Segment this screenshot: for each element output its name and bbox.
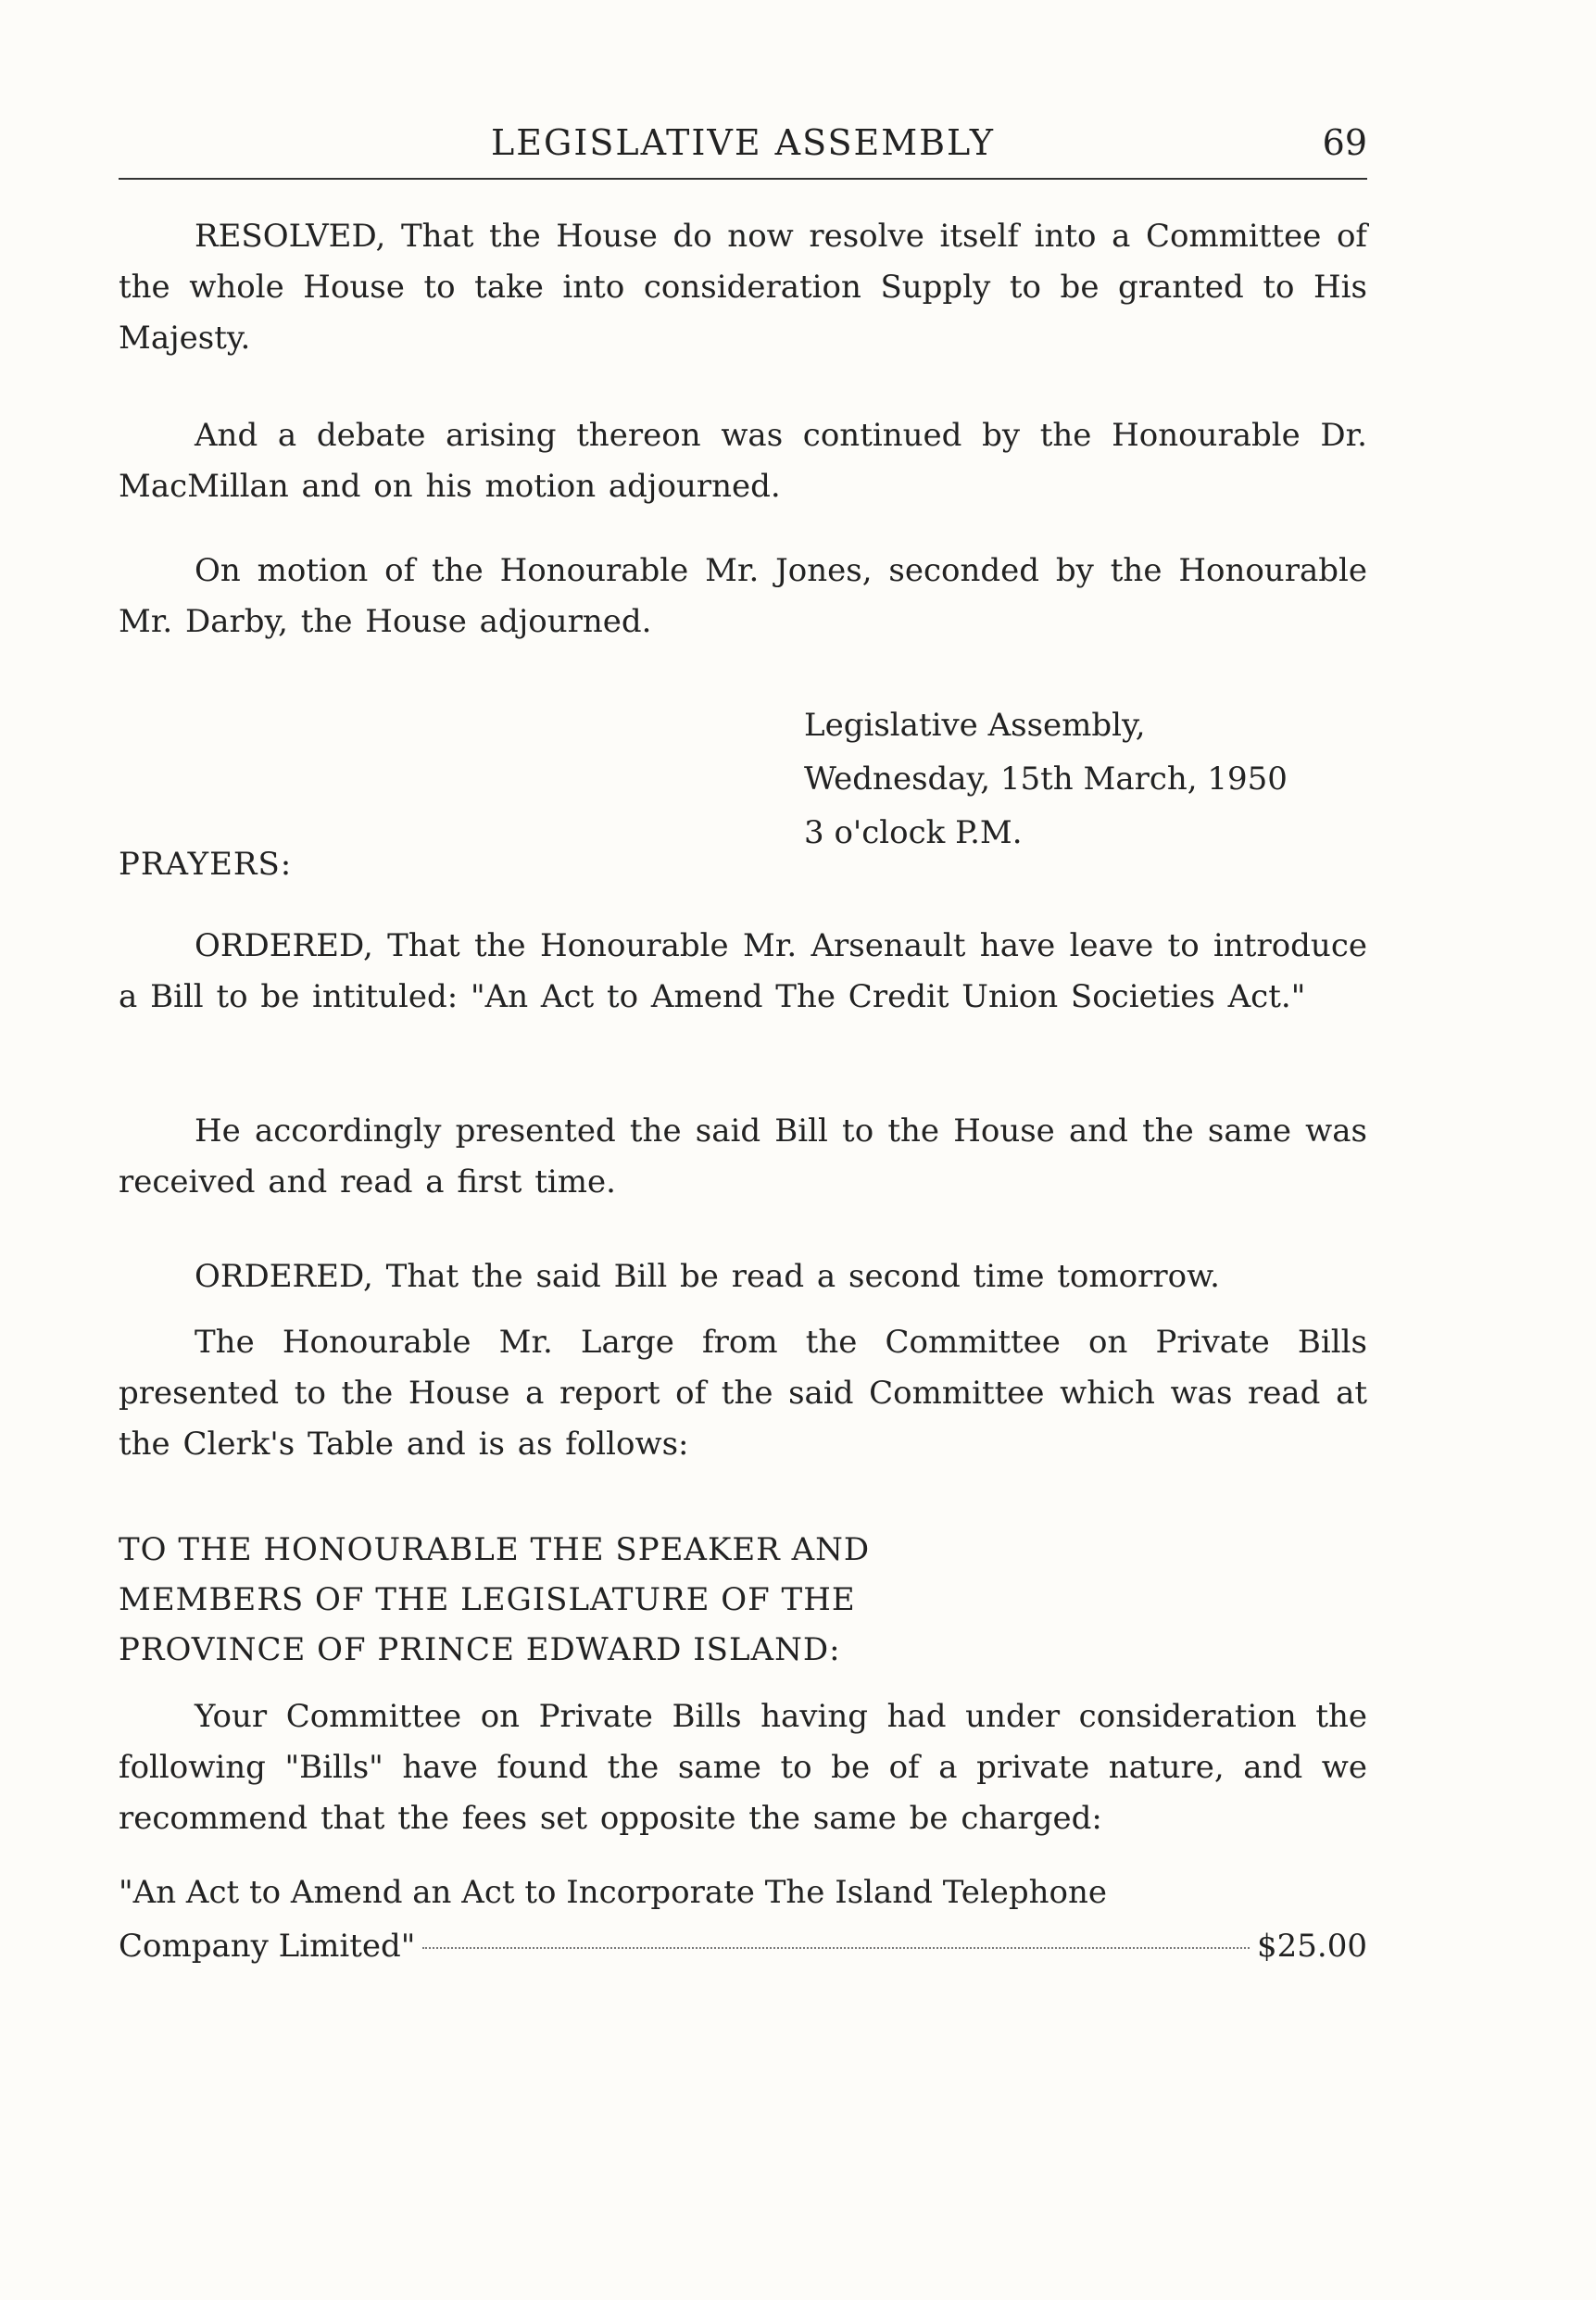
first-reading-paragraph: He accordingly presented the said Bill to the House and the same was received and read a first time.	[119, 1112, 1367, 1200]
page-header	[119, 122, 1367, 187]
running-title: LEGISLATIVE ASSEMBLY	[491, 122, 995, 163]
ordered-leave-paragraph: ORDERED, That the Honourable Mr. Arsenault have leave to introduce a Bill to be intituled: "An Act to Amend The Credit Union Societies Act."	[119, 927, 1367, 1015]
second-reading-paragraph: ORDERED, That the said Bill be read a second time tomorrow.	[195, 1258, 1220, 1295]
bill-title-line-1: "An Act to Amend an Act to Incorporate The Island Telephone	[119, 1874, 1108, 1911]
session-line-3: 3 o'clock P.M.	[804, 814, 1023, 851]
address-line-2: MEMBERS OF THE LEGISLATURE OF THE	[119, 1581, 856, 1618]
dot-leader	[422, 1947, 1250, 1949]
adjournment-paragraph: On motion of the Honourable Mr. Jones, seconded by the Honourable Mr. Darby, the House adjourned.	[119, 552, 1367, 640]
page-number: 69	[1322, 122, 1367, 163]
resolution-paragraph: RESOLVED, That the House do now resolve itself into a Committee of the whole House to take into consideration Supply to be granted to His Majesty.	[119, 218, 1367, 357]
committee-report-text: Your Committee on Private Bills having had under consideration the following "Bills" have found the same to be of a private nature, and we recommend that the fees set opposite the same be charged:	[119, 1698, 1367, 1837]
session-line-1: Legislative Assembly,	[804, 707, 1146, 744]
committee-report-paragraph: The Honourable Mr. Large from the Committee on Private Bills presented to the House a report of the said Committee which was read at the Clerk's Table and is as follows:	[119, 1324, 1367, 1463]
bill-fee-entry	[119, 1866, 1367, 1973]
bill-fee-line	[119, 1919, 1367, 1973]
session-line-2: Wednesday, 15th March, 1950	[804, 760, 1288, 798]
address-line-1: TO THE HONOURABLE THE SPEAKER AND	[119, 1531, 871, 1568]
debate-paragraph: And a debate arising thereon was continued by the Honourable Dr. MacMillan and on his motion adjourned.	[119, 417, 1367, 505]
address-line-3: PROVINCE OF PRINCE EDWARD ISLAND:	[119, 1631, 841, 1668]
prayers-heading: PRAYERS:	[119, 846, 293, 883]
bill-fee-amount: $25.00	[1257, 1928, 1367, 1965]
header-rule	[119, 178, 1367, 180]
bill-title-line-2: Company Limited"	[119, 1928, 416, 1965]
address-heading	[119, 1525, 1367, 1675]
session-heading	[804, 698, 1360, 860]
